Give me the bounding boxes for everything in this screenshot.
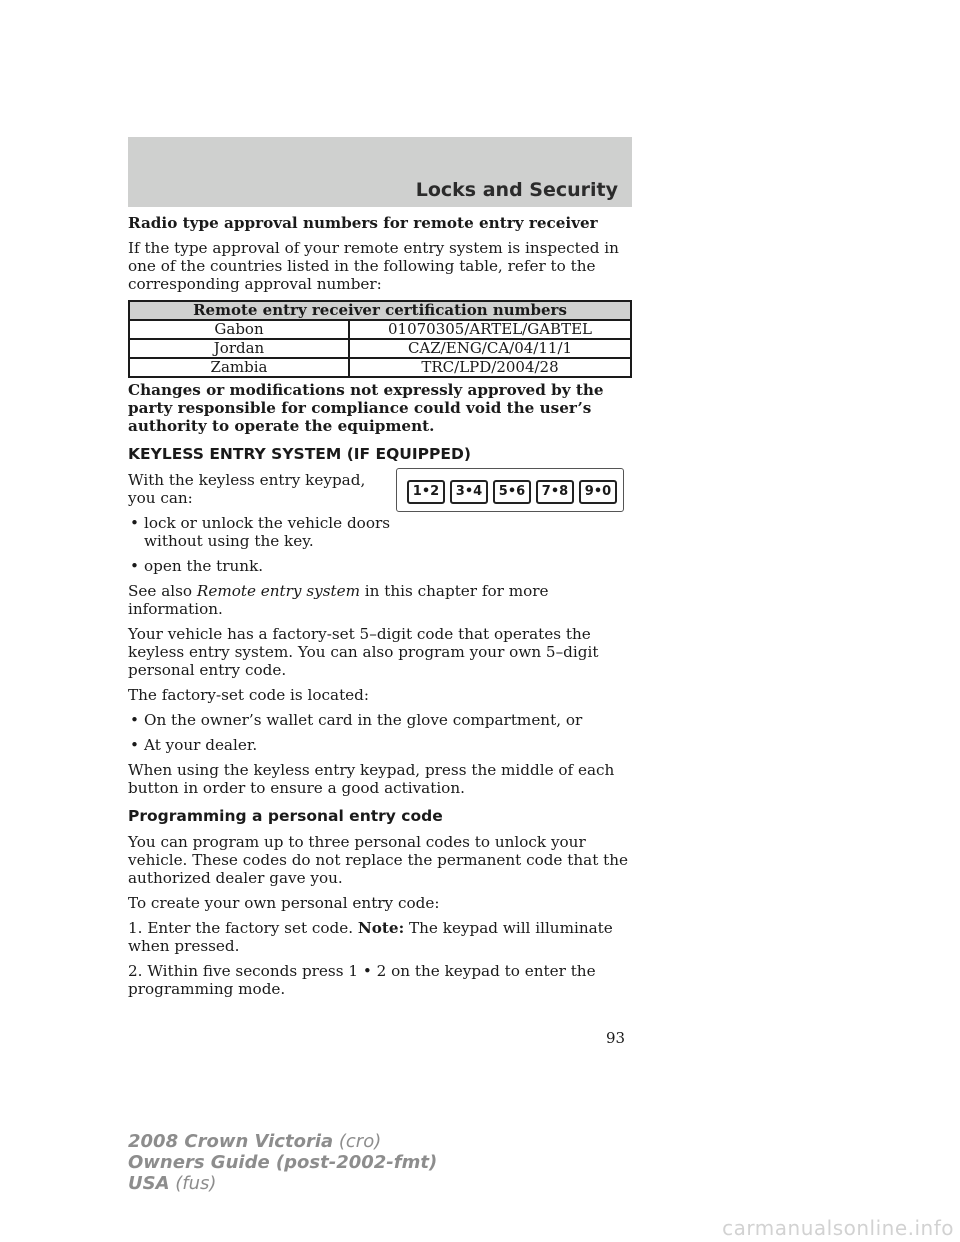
bullet-text: open the trunk. bbox=[144, 557, 264, 575]
modification-warning: Changes or modifications not expressly approved by the party responsible for compliance could void the user’s authority to operate the equipment. bbox=[128, 381, 604, 435]
footer-guide: Owners Guide (post-2002-fmt) bbox=[128, 1152, 438, 1173]
keypad-press-tip: When using the keyless entry keypad, press the middle of each button in order to ensure a good activation. bbox=[128, 761, 615, 797]
keypad-illustration bbox=[396, 468, 624, 512]
table-cell-country: Gabon bbox=[129, 320, 349, 339]
document-footer bbox=[128, 1131, 437, 1194]
table-cell-number: CAZ/ENG/CA/04/11/1 bbox=[349, 339, 631, 358]
watermark-text: carmanualsonline.info bbox=[722, 1216, 954, 1240]
step-1-note: The keypad will illuminate when pressed. bbox=[128, 919, 613, 955]
page-number: 93 bbox=[606, 1029, 626, 1047]
code-location-intro: The factory-set code is located: bbox=[128, 686, 369, 704]
bullet-glyph: • bbox=[362, 962, 372, 980]
note-label: Note: bbox=[357, 919, 405, 937]
certification-table bbox=[128, 300, 632, 378]
bullet-text: On the owner’s wallet card in the glove compartment, or bbox=[144, 711, 583, 729]
table-cell-number: 01070305/ARTEL/GABTEL bbox=[349, 320, 631, 339]
bullet-glyph: • bbox=[130, 514, 139, 532]
see-also-suffix: in this chapter for more information. bbox=[128, 582, 549, 618]
factory-code-paragraph: Your vehicle has a factory-set 5–digit code that operates the keyless entry system. You can also program your own 5–digit personal entry code. bbox=[128, 625, 599, 679]
table-row bbox=[129, 320, 631, 339]
bullet-text: At your dealer. bbox=[144, 736, 258, 754]
table-row bbox=[129, 339, 631, 358]
programming-intro: You can program up to three personal codes to unlock your vehicle. These codes do not replace the permanent code that the authorized dealer gave you. bbox=[128, 833, 628, 887]
keypad-key: 5•6 bbox=[493, 480, 531, 504]
see-also-reference: Remote entry system bbox=[196, 582, 360, 600]
table-cell-country: Jordan bbox=[129, 339, 349, 358]
footer-model: 2008 Crown Victoria bbox=[128, 1131, 334, 1152]
footer-model-code: (cro) bbox=[333, 1131, 382, 1152]
step-2-text-b: 2 on the keypad to enter the programming mode. bbox=[128, 962, 596, 998]
footer-line bbox=[128, 1131, 437, 1152]
see-also-paragraph bbox=[128, 582, 634, 618]
step-2-text-a: 2. Within five seconds press 1 bbox=[128, 962, 363, 980]
page-content bbox=[128, 214, 634, 1005]
list-item bbox=[128, 514, 406, 550]
programming-heading: Programming a personal entry code bbox=[128, 807, 443, 825]
programming-create-intro: To create your own personal entry code: bbox=[128, 894, 440, 912]
keyless-entry-heading: KEYLESS ENTRY SYSTEM (IF EQUIPPED) bbox=[128, 445, 471, 463]
table-cell-number: TRC/LPD/2004/28 bbox=[349, 358, 631, 377]
keyless-intro: With the keyless entry keypad, you can: bbox=[128, 471, 366, 507]
table-row bbox=[129, 358, 631, 377]
radio-approval-intro: If the type approval of your remote entry system is inspected in one of the countries listed in the following table, refer to the corresponding approval number: bbox=[128, 239, 619, 293]
bullet-text: lock or unlock the vehicle doors without using the key. bbox=[144, 514, 391, 550]
keypad-key: 7•8 bbox=[536, 480, 574, 504]
footer-market: USA bbox=[128, 1173, 170, 1194]
list-item bbox=[128, 557, 634, 575]
see-also-prefix: See also bbox=[128, 582, 197, 600]
list-item bbox=[128, 711, 634, 729]
footer-line bbox=[128, 1152, 437, 1173]
footer-line bbox=[128, 1173, 437, 1194]
keypad-key: 9•0 bbox=[579, 480, 617, 504]
keypad-key: 3•4 bbox=[450, 480, 488, 504]
step-1-text: 1. Enter the factory set code. bbox=[128, 919, 358, 937]
footer-market-code: (fus) bbox=[169, 1173, 217, 1194]
table-cell-country: Zambia bbox=[129, 358, 349, 377]
keypad-key: 1•2 bbox=[407, 480, 445, 504]
programming-step-2 bbox=[128, 962, 634, 998]
section-title: Locks and Security bbox=[415, 179, 618, 201]
radio-approval-heading: Radio type approval numbers for remote entry receiver bbox=[128, 214, 598, 232]
programming-step-1 bbox=[128, 919, 634, 955]
bullet-glyph: • bbox=[130, 711, 139, 729]
section-header-band bbox=[128, 137, 632, 207]
list-item bbox=[128, 736, 634, 754]
bullet-glyph: • bbox=[130, 736, 139, 754]
bullet-glyph: • bbox=[130, 557, 139, 575]
certification-table-title: Remote entry receiver certification numbers bbox=[129, 301, 631, 320]
